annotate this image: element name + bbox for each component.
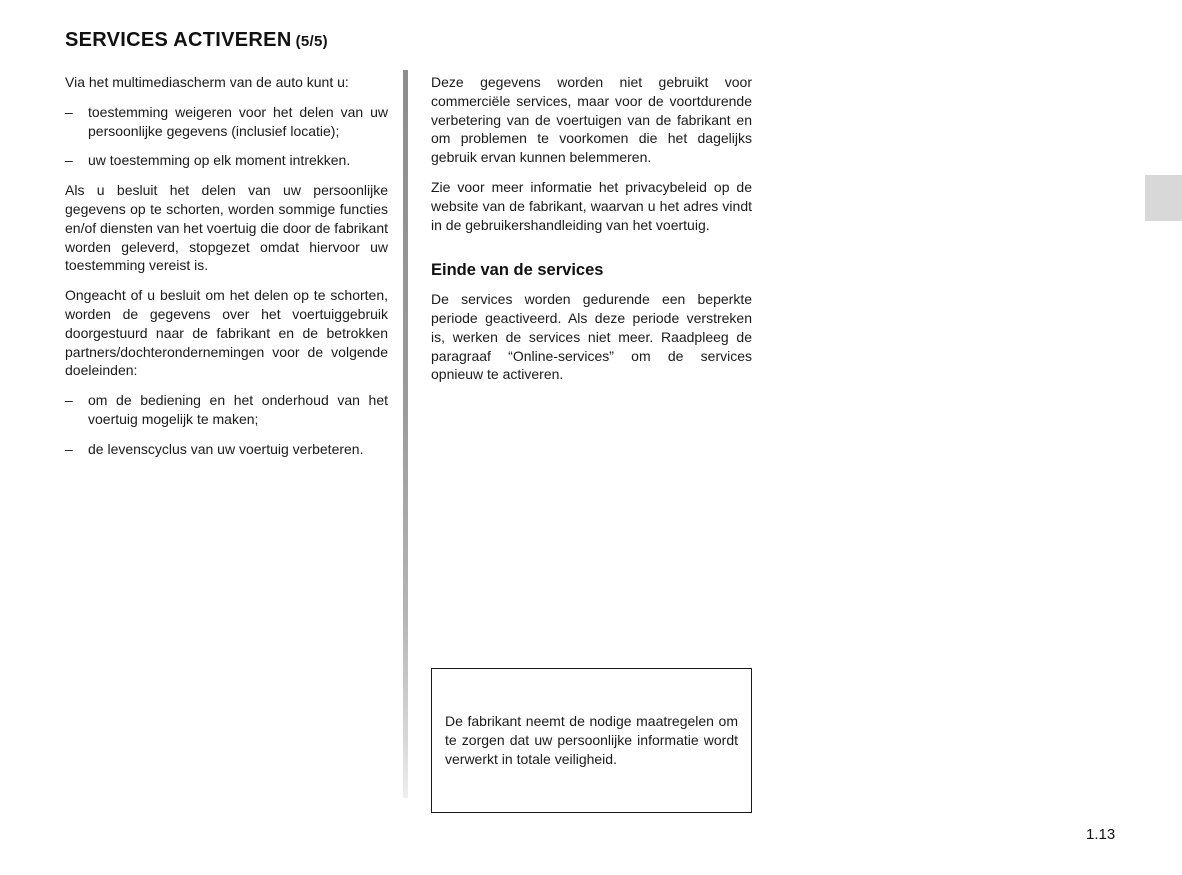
list-item — [65, 440, 388, 459]
notice-box-text: De fabrikant neemt de nodige maatregelen om te zorgen dat uw persoonlijke informatie wordt verwerkt in totale veiligheid. — [445, 713, 738, 767]
paragraph: De services worden gedurende een beperkte periode geactiveerd. Als deze periode verstreken is, werken de services niet meer. Raadpleeg de paragraaf “Online-services” om de services opnieuw te activeren. — [431, 291, 752, 383]
list-item-text: uw toestemming op elk moment intrekken. — [88, 152, 351, 169]
paragraph: Zie voor meer informatie het privacybeleid op de website van de fabrikant, waarvan u het adres vindt in de gebruikershandleiding van het voertuig. — [431, 178, 752, 233]
left-column — [65, 73, 388, 470]
list-item — [65, 103, 388, 141]
list-item — [65, 391, 388, 429]
dash-marker: – — [65, 392, 73, 409]
dash-marker: – — [65, 103, 73, 120]
page-number: 1.13 — [1086, 826, 1116, 843]
page-title-counter: (5/5) — [295, 33, 328, 50]
page-title — [65, 29, 328, 52]
dash-marker: – — [65, 152, 73, 169]
list-item-text: om de bediening en het onderhoud van het voertuig mogelijk te maken; — [88, 392, 388, 427]
section-index-tab — [1145, 175, 1182, 221]
list-item-text: toestemming weigeren voor het delen van uw persoonlijke gegevens (inclusief locatie); — [88, 103, 388, 139]
paragraph: Deze gegevens worden niet gebruikt voor commerciële services, maar voor de voortdurende verbetering van de voertuigen van de fabrikant en om problemen te voorkomen die het dagelijks gebruik ervan kunnen belemmeren. — [431, 74, 752, 166]
intro-paragraph: Via het multimediascherm van de auto kunt u: — [65, 74, 349, 90]
list-item — [65, 151, 388, 170]
column-divider — [403, 70, 408, 798]
right-column — [431, 73, 752, 395]
paragraph: Ongeacht of u besluit om het delen op te schorten, worden de gegevens over het voertuiggebruik doorgestuurd naar de fabrikant en de betrokken partners/dochterondernemingen voor de volgende doeleinden: — [65, 287, 388, 379]
page-title-text: SERVICES ACTIVEREN — [65, 29, 292, 51]
dash-marker: – — [65, 440, 73, 457]
notice-box — [431, 668, 752, 813]
paragraph: Als u besluit het delen van uw persoonlijke gegevens op te schorten, worden sommige functies en/of diensten van het voertuig die door de fabrikant worden geleverd, stopgezet omdat hiervoor uw toestemming vereist is. — [65, 182, 388, 274]
list-item-text: de levenscyclus van uw voertuig verbeteren. — [88, 440, 364, 457]
section-heading: Einde van de services — [431, 261, 604, 280]
